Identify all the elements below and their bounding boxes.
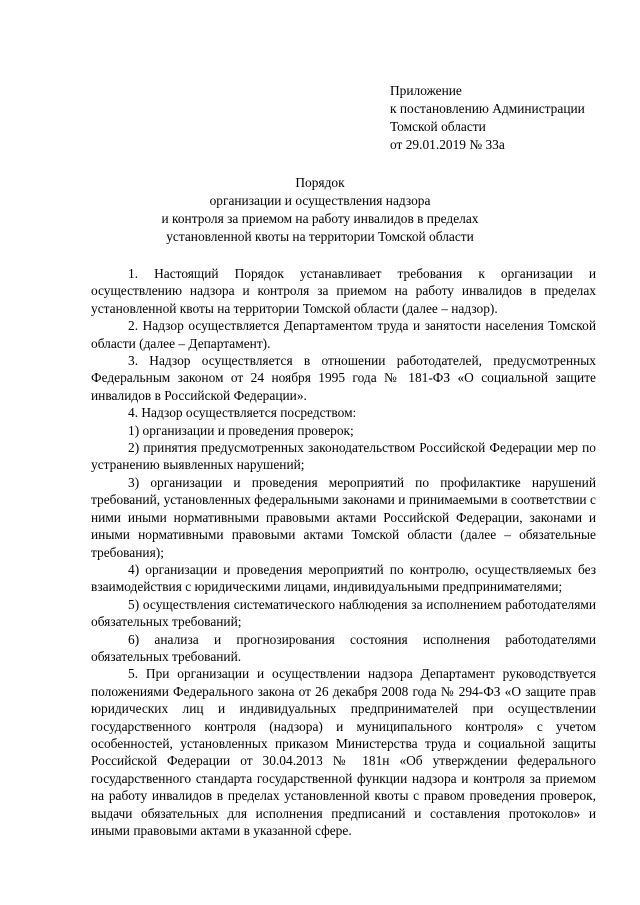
list-item-6: 6) анализа и прогнозирования состояния исполнения работодателями обязательных требований.: [91, 631, 596, 664]
paragraph-2: 2. Надзор осуществляется Департаментом труда и занятости населения Томской области (далее – Департамент).: [91, 318, 596, 351]
appendix-region: Томской области: [390, 119, 486, 134]
title-line-1: Порядок: [295, 175, 345, 190]
title-line-2: организации и осуществления надзора: [209, 193, 431, 208]
list-item-3: 3) организации и проведения мероприятий по профилактике нарушений требований, установленных федеральными законами и принимаемыми в соответствии с ними иными нормативными правовыми актами Российской Федерации, законами и иными нормативными правовыми актами Томской области (далее – обязательные требования);: [91, 474, 596, 560]
appendix-label: Приложение: [390, 83, 462, 98]
paragraph-4: 4. Надзор осуществляется посредством:: [128, 405, 357, 421]
title-line-3: и контроля за приемом на работу инвалидов в пределах: [161, 211, 479, 226]
appendix-resolution: к постановлению Администрации: [390, 101, 585, 116]
paragraph-5: 5. При организации и осуществлении надзора Департамент руководствуется положениями Федерального закона от 26 декабря 2008 года № 294-ФЗ «О защите прав юридических лиц и индивидуальных предпринимателей при осуществлении государственного контроля (надзора) и муниципального контроля» с учетом особенностей, установленных приказом Министерства труда и социальной защиты Российской Федерации от 30.04.2013 № 181н «Об утверждении федерального государственного стандарта государственной функции надзора и контроля за приемом на работу инвалидов в пределах установленной квоты с правом проведения проверок, выдачи обязательных для исполнения предписаний и составления протоколов» и иными правовыми актами в указанной сфере.: [91, 666, 596, 838]
list-item-4: 4) организации и проведения мероприятий по контролю, осуществляемых без взаимодействия с юридическими лицами, индивидуальными предпринимателями;: [91, 561, 596, 595]
list-item-2: 2) принятия предусмотренных законодательством Российской Федерации мер по устранению выявленных нарушений;: [91, 440, 596, 473]
appendix-block: [390, 82, 585, 154]
document-body: [91, 265, 596, 839]
paragraph-1: 1. Настоящий Порядок устанавливает требования к организации и осуществлению надзора и контроля за приемом на работу инвалидов в пределах установленной квоты на территории Томской области (далее – надзор).: [91, 266, 596, 316]
document-title: [80, 174, 560, 246]
list-item-5: 5) осуществления систематического наблюдения за исполнением работодателями обязательных требований;: [91, 596, 596, 630]
list-item-1: 1) организации и проведения проверок;: [128, 422, 354, 438]
paragraph-3: 3. Надзор осуществляется в отношении работодателей, предусмотренных Федеральным законом от 24 ноября 1995 года № 181-ФЗ «О социальной защите инвалидов в Российской Федерации».: [91, 353, 596, 403]
appendix-date-number: от 29.01.2019 № 33а: [390, 137, 505, 152]
title-line-4: установленной квоты на территории Томской области: [166, 229, 474, 244]
